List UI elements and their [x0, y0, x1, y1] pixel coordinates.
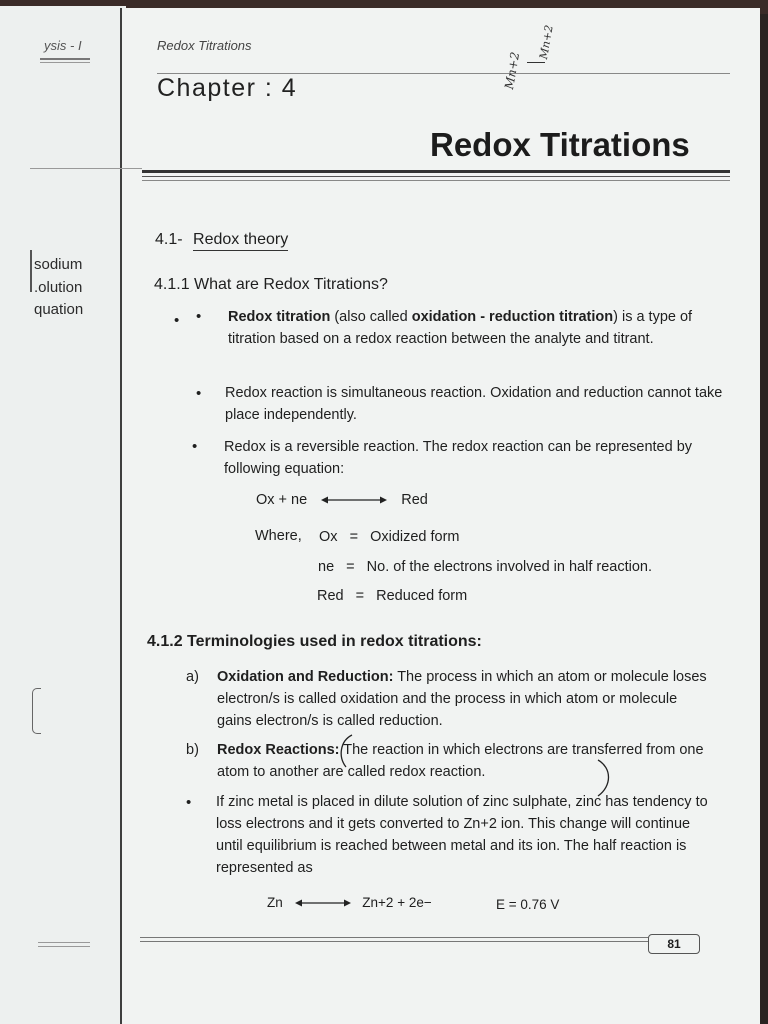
equation-right: Red	[401, 492, 428, 508]
where-symbol-ne: ne	[318, 559, 335, 575]
where-definition-ne: No. of the electrons involved in half reaction.	[366, 559, 652, 575]
page-number: 81	[648, 934, 700, 954]
left-header-rule	[40, 58, 90, 60]
handwritten-fraction-bar	[527, 62, 545, 63]
left-page-header: ysis - I	[44, 38, 82, 53]
chapter-title: Redox Titrations	[430, 126, 690, 163]
term-redox-titration: Redox titration	[228, 309, 331, 325]
where-equals: =	[349, 529, 359, 545]
bullet-simultaneous-reaction: Redox reaction is simultaneous reaction. Oxidation and reduction cannot take place independently.	[225, 385, 723, 423]
section-4-1-title: Redox theory	[193, 231, 288, 251]
equation-redox	[256, 492, 428, 508]
where-line-ox	[319, 529, 460, 545]
title-rule-thin-2	[142, 180, 730, 181]
bullet-icon: •	[186, 794, 192, 811]
where-line-ne	[318, 559, 652, 575]
where-label: Where,	[255, 528, 302, 544]
left-footer-rule-2	[38, 946, 90, 947]
section-4-1-heading	[155, 231, 288, 249]
section-4-1-1-heading: 4.1.1 What are Redox Titrations?	[154, 276, 388, 293]
section-4-1-number: 4.1-	[155, 231, 183, 248]
chapter-label: Chapter : 4	[157, 74, 298, 102]
bullet-1-text-b: ) is a type of titration based on a redox reaction between the analyte and titrant.	[228, 309, 693, 347]
term-b-marker: b)	[186, 742, 199, 758]
bullet-mark: •	[174, 312, 180, 329]
bullet-reversible-reaction: Redox is a reversible reaction. The redox reaction can be represented by following equation:	[224, 439, 693, 477]
bullet-redox-titration	[228, 306, 728, 350]
bullet-1-text-a: (also called	[330, 309, 412, 325]
electrode-potential: E = 0.76 V	[496, 897, 560, 912]
left-bracket-mark	[32, 688, 41, 734]
bullet-icon: •	[192, 438, 198, 455]
bullet-icon: •	[196, 308, 202, 325]
footer-rule	[140, 937, 648, 938]
term-oxidation-reduction	[217, 666, 715, 732]
equation-left: Ox + ne	[256, 492, 308, 508]
title-rule-thick	[142, 170, 730, 173]
left-margin-bar	[30, 250, 32, 292]
handwritten-note-1: Mn+2	[502, 50, 523, 91]
where-line-red	[317, 588, 467, 604]
where-equals: =	[346, 559, 355, 575]
term-a-heading: Oxidation and Reduction:	[217, 669, 394, 685]
left-page	[0, 6, 126, 1024]
left-header-rule-2	[40, 62, 90, 63]
left-fragment-1: sodium	[34, 256, 83, 273]
term-a-marker: a)	[186, 669, 199, 685]
left-footer-rule	[38, 942, 90, 943]
where-definition-ox: Oxidized form	[370, 529, 460, 545]
title-rule-thin	[142, 176, 730, 177]
section-4-1-2-heading: 4.1.2 Terminologies used in redox titrations:	[147, 633, 482, 650]
term-a-text: The process in which an atom or molecule loses electron/s is called oxidation and the process in which atom or molecule gains electron/s is called reduction.	[217, 669, 707, 729]
bullet-icon: •	[196, 385, 202, 402]
where-definition-red: Reduced form	[376, 588, 468, 604]
equation-zinc	[267, 895, 432, 910]
reversible-arrow-icon	[321, 494, 387, 506]
term-redox-reactions	[217, 739, 713, 783]
term-b-heading: Redox Reactions:	[217, 742, 340, 758]
left-fragment-3: quation	[34, 301, 84, 318]
equation-zinc-right: Zn+2 + 2e−	[362, 895, 432, 910]
left-fragment-2: .olution	[34, 279, 83, 296]
handwritten-bracket-open	[336, 731, 356, 771]
footer-rule-2	[140, 941, 648, 942]
where-equals: =	[355, 588, 365, 604]
handwritten-note-2: Mn+2	[537, 23, 556, 61]
running-header: Redox Titrations	[157, 38, 252, 53]
bullet-zinc: If zinc metal is placed in dilute solution of zinc sulphate, zinc has tendency to loss electrons and it gets converted to Zn+2 ion. This change will continue until equilibrium is reached between metal and its ion. The half reaction is represented as	[216, 794, 708, 876]
term-oxidation-reduction-titration: oxidation - reduction titration	[411, 309, 614, 325]
title-side-rule	[30, 168, 142, 169]
term-b-text: The reaction in which electrons are transferred from one atom to another are called redox reaction.	[217, 742, 704, 780]
page-binding-line	[120, 8, 122, 1024]
where-symbol-ox: Ox	[319, 529, 338, 545]
reversible-arrow-icon	[295, 897, 351, 909]
equation-zinc-left: Zn	[267, 895, 283, 910]
where-symbol-red: Red	[317, 588, 344, 604]
